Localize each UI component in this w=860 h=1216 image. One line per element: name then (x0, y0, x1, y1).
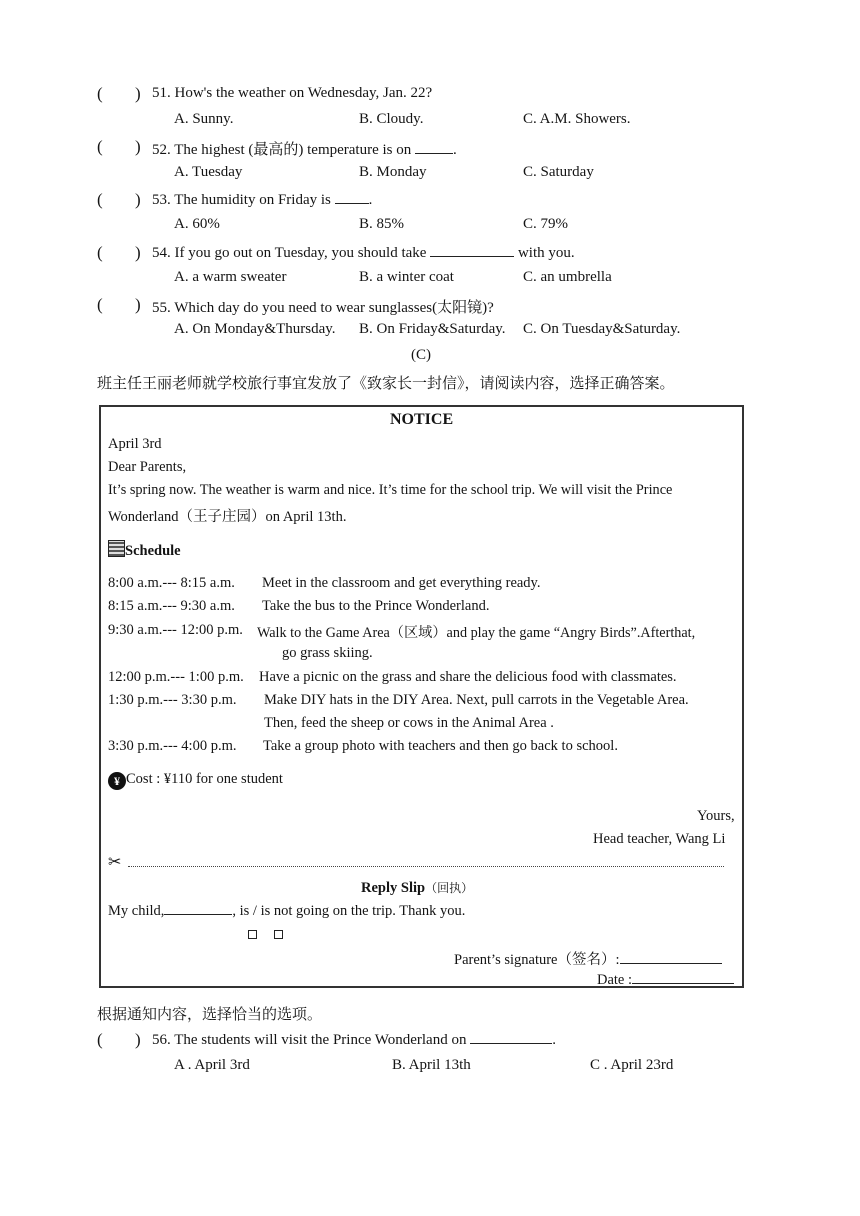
section-label: (C) (411, 347, 431, 363)
notice-body-line2: Wonderland（王子庄园）on April 13th. (108, 509, 347, 525)
notice-date: April 3rd (108, 436, 162, 452)
schedule-time: 8:15 a.m.--- 9:30 a.m. (108, 598, 235, 614)
option-c: C. Saturday (523, 164, 594, 180)
stem-end: . (368, 192, 373, 208)
option-c: C . April 23rd (590, 1057, 674, 1073)
answer-blank[interactable] (470, 1031, 552, 1044)
schedule-activity: Walk to the Game Area（区域）and play the game “Angry Birds”.Afterthat, (257, 625, 696, 641)
schedule-activity: Meet in the classroom and get everything ready. (262, 575, 541, 591)
signature-label: Parent’s signature（签名）: (454, 952, 620, 968)
notice-greeting: Dear Parents, (108, 459, 187, 475)
option-c: C. On Tuesday&Saturday. (523, 321, 681, 337)
answer-paren-close: ) (135, 1030, 141, 1049)
reply-title-cn: （回执） (425, 881, 474, 895)
answer-blank[interactable] (415, 141, 453, 154)
closing: Yours, (697, 808, 735, 824)
stem-end: . (453, 142, 457, 158)
option-c: C. 79% (523, 216, 568, 232)
stem-text: 52. The highest (最高的) temperature is on (152, 142, 412, 158)
answer-blank[interactable] (430, 244, 514, 257)
answer-paren-close: ) (135, 190, 141, 209)
date-line (597, 971, 734, 989)
answer-paren-open[interactable]: ( (97, 295, 103, 314)
schedule-activity: Take the bus to the Prince Wonderland. (262, 598, 490, 614)
option-a: A. On Monday&Thursday. (174, 321, 336, 337)
notice-body-line1: It’s spring now. The weather is warm and nice. It’s time for the school trip. We will visit the Prince (108, 482, 673, 498)
schedule-activity: Take a group photo with teachers and then go back to school. (263, 738, 618, 754)
signer: Head teacher, Wang Li (593, 831, 726, 847)
schedule-time: 12:00 p.m.--- 1:00 p.m. (108, 669, 244, 685)
stem-end: . (552, 1032, 556, 1048)
is-going-checkbox[interactable] (248, 930, 257, 939)
option-a: A. Tuesday (174, 164, 243, 180)
option-b: B. Monday (359, 164, 427, 180)
answer-paren-close: ) (135, 137, 141, 156)
option-a: A . April 3rd (174, 1057, 250, 1073)
scissors-icon: ✂ (108, 852, 122, 871)
answer-paren-open[interactable]: ( (97, 190, 103, 209)
schedule-activity: Have a picnic on the grass and share the delicious food with classmates. (259, 669, 677, 685)
option-b: B. 85% (359, 216, 404, 232)
option-b: B. Cloudy. (359, 111, 424, 127)
schedule-time: 8:00 a.m.--- 8:15 a.m. (108, 575, 235, 591)
question-stem (152, 244, 575, 262)
question-stem (152, 191, 372, 209)
option-a: A. a warm sweater (174, 269, 287, 285)
reply-title (361, 879, 473, 897)
question-stem: 55. Which day do you need to wear sunglasses(太阳镜)? (152, 300, 494, 316)
stem-end: with you. (517, 245, 575, 261)
cost-text: Cost : ¥110 for one student (126, 771, 283, 787)
schedule-activity: Make DIY hats in the DIY Area. Next, pull carrots in the Vegetable Area. (264, 692, 689, 708)
answer-paren-close: ) (135, 84, 141, 103)
answer-paren-close: ) (135, 295, 141, 314)
schedule-time: 9:30 a.m.--- 12:00 p.m. (108, 622, 243, 638)
answer-paren-open[interactable]: ( (97, 84, 103, 103)
schedule-time: 3:30 p.m.--- 4:00 p.m. (108, 738, 237, 754)
signature-line (454, 948, 722, 969)
option-a: A. 60% (174, 216, 220, 232)
question-stem: 51. How's the weather on Wednesday, Jan. 22? (152, 85, 433, 101)
stem-text: 56. The students will visit the Prince Wonderland on (152, 1032, 467, 1048)
answer-blank[interactable] (335, 191, 369, 204)
yen-icon: ¥ (108, 772, 126, 790)
reply-pre: My child, (108, 903, 165, 919)
date-label: Date : (597, 972, 633, 988)
notepad-icon (108, 540, 125, 557)
cost-line (108, 771, 283, 790)
answer-paren-open[interactable]: ( (97, 137, 103, 156)
option-c: C. an umbrella (523, 269, 612, 285)
schedule-heading-text: Schedule (125, 543, 181, 559)
instruction: 根据通知内容，选择恰当的选项。 (97, 1005, 323, 1023)
question-stem (152, 1031, 556, 1049)
is-not-going-checkbox[interactable] (274, 930, 283, 939)
stem-text: 54. If you go out on Tuesday, you should take (152, 245, 427, 261)
option-b: B. On Friday&Saturday. (359, 321, 506, 337)
option-a: A. Sunny. (174, 111, 234, 127)
answer-paren-open[interactable]: ( (97, 1030, 103, 1049)
schedule-time: 1:30 p.m.--- 3:30 p.m. (108, 692, 237, 708)
question-stem (152, 138, 457, 159)
answer-paren-open[interactable]: ( (97, 243, 103, 262)
schedule-activity-cont: Then, feed the sheep or cows in the Animal Area . (264, 715, 554, 731)
option-c: C. A.M. Showers. (523, 111, 631, 127)
reply-title-text: Reply Slip (361, 880, 426, 896)
stem-text: 53. The humidity on Friday is (152, 192, 331, 208)
schedule-heading (108, 540, 181, 560)
option-b: B. a winter coat (359, 269, 454, 285)
date-blank[interactable] (632, 971, 734, 984)
section-intro: 班主任王丽老师就学校旅行事宜发放了《致家长一封信》，请阅读内容，选择正确答案。 (97, 374, 675, 392)
cut-line (128, 866, 724, 867)
signature-blank[interactable] (620, 951, 722, 964)
reply-line (108, 902, 465, 920)
schedule-activity-cont: go grass skiing. (282, 645, 373, 661)
notice-title: NOTICE (390, 411, 454, 428)
option-b: B. April 13th (392, 1057, 471, 1073)
answer-paren-close: ) (135, 243, 141, 262)
child-name-blank[interactable] (164, 902, 232, 915)
reply-post: , is / is not going on the trip. Thank you. (232, 903, 466, 919)
